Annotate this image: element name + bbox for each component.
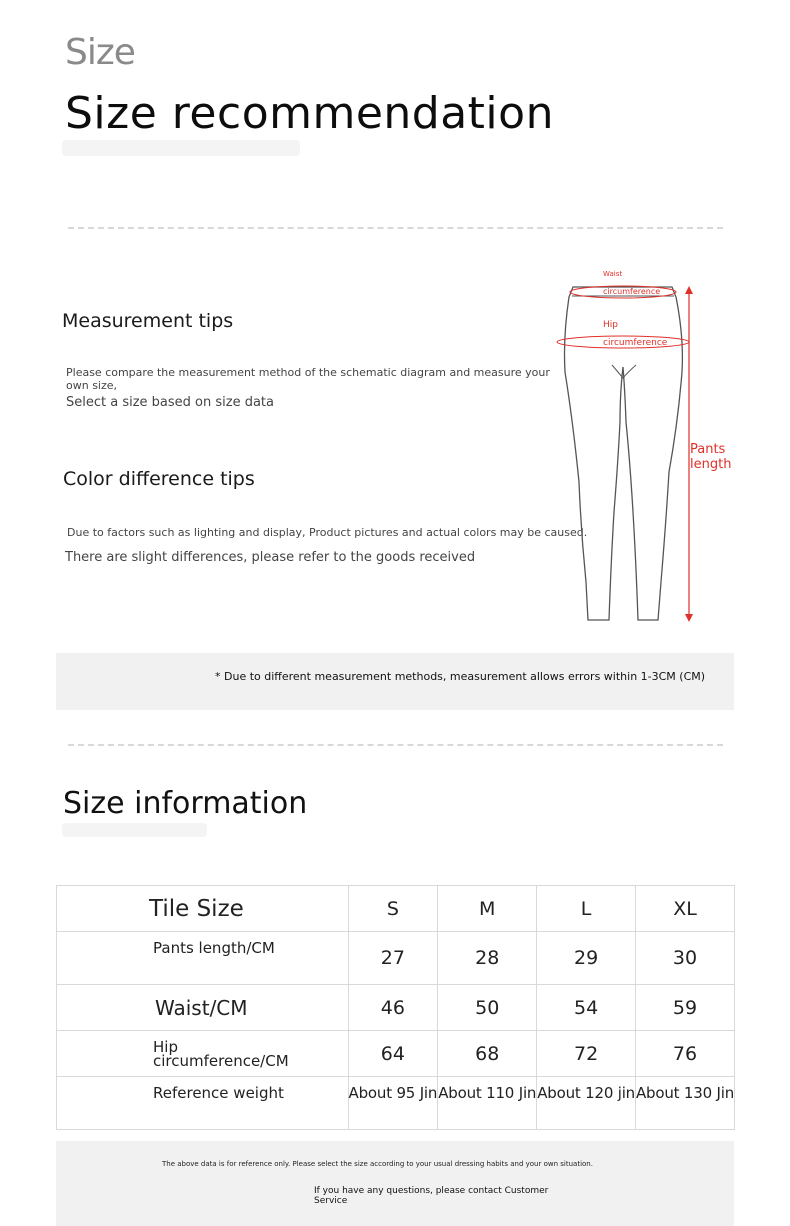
size-table bbox=[56, 885, 735, 1130]
color-tips-text-1: Due to factors such as lighting and display, Product pictures and actual colors may be caused. bbox=[67, 526, 588, 539]
divider bbox=[68, 744, 723, 746]
waist-label-2: circumference bbox=[603, 287, 661, 296]
footer-note-2: If you have any questions, please contact Customer Service bbox=[314, 1186, 549, 1206]
size-header: S bbox=[348, 886, 438, 932]
footer-note-box bbox=[56, 1141, 734, 1226]
color-tips-heading: Color difference tips bbox=[63, 468, 255, 490]
footer-note-1: The above data is for reference only. Please select the size according to your usual dressing habits and your own situation. bbox=[162, 1160, 593, 1168]
table-cell: 28 bbox=[438, 932, 537, 985]
table-row bbox=[57, 985, 735, 1031]
table-cell: 30 bbox=[635, 932, 734, 985]
measurement-tips-text-2: Select a size based on size data bbox=[66, 395, 274, 410]
table-cell: 46 bbox=[348, 985, 438, 1031]
table-cell: 54 bbox=[537, 985, 636, 1031]
length-label: Pants bbox=[690, 442, 726, 457]
length-label-2: length bbox=[690, 457, 732, 472]
measurement-tips-text-1: Please compare the measurement method of the schematic diagram and measure your own size, bbox=[66, 366, 550, 392]
table-header-label: Tile Size bbox=[57, 886, 349, 932]
row-label: Reference weight bbox=[57, 1077, 349, 1130]
leggings-measurement-diagram bbox=[548, 262, 738, 627]
table-cell: 64 bbox=[348, 1031, 438, 1077]
size-info-heading: Size information bbox=[63, 786, 308, 821]
error-note: * Due to different measurement methods, measurement allows errors within 1-3CM (CM) bbox=[215, 670, 706, 683]
table-cell: 50 bbox=[438, 985, 537, 1031]
measurement-tips-heading: Measurement tips bbox=[62, 310, 234, 332]
hip-label-2: circumference bbox=[603, 338, 668, 348]
table-cell: 72 bbox=[537, 1031, 636, 1077]
size-info-underline-shadow bbox=[62, 823, 207, 837]
color-tips-text-2: There are slight differences, please refer to the goods received bbox=[65, 550, 476, 565]
size-header: L bbox=[537, 886, 636, 932]
table-row bbox=[57, 932, 735, 985]
row-label: Hip circumference/CM bbox=[57, 1031, 349, 1077]
table-row bbox=[57, 1031, 735, 1077]
title-underline-shadow bbox=[62, 140, 300, 156]
hip-label: Hip bbox=[603, 320, 618, 330]
size-header: M bbox=[438, 886, 537, 932]
table-cell: 29 bbox=[537, 932, 636, 985]
waist-label: Waist bbox=[603, 270, 623, 278]
table-cell: About 130 Jin bbox=[635, 1077, 734, 1130]
table-cell: 27 bbox=[348, 932, 438, 985]
divider bbox=[68, 227, 723, 229]
table-header-row bbox=[57, 886, 735, 932]
table-cell: 76 bbox=[635, 1031, 734, 1077]
table-cell: About 110 Jin bbox=[438, 1077, 537, 1130]
page-title: Size recommendation bbox=[65, 88, 554, 139]
row-label: Pants length/CM bbox=[57, 932, 349, 985]
table-row bbox=[57, 1077, 735, 1130]
size-header: XL bbox=[635, 886, 734, 932]
table-cell: About 120 jin bbox=[537, 1077, 636, 1130]
section-eyebrow: Size bbox=[65, 32, 135, 73]
table-cell: 59 bbox=[635, 985, 734, 1031]
table-cell: 68 bbox=[438, 1031, 537, 1077]
row-label: Waist/CM bbox=[57, 985, 349, 1031]
table-cell: About 95 Jin bbox=[348, 1077, 438, 1130]
